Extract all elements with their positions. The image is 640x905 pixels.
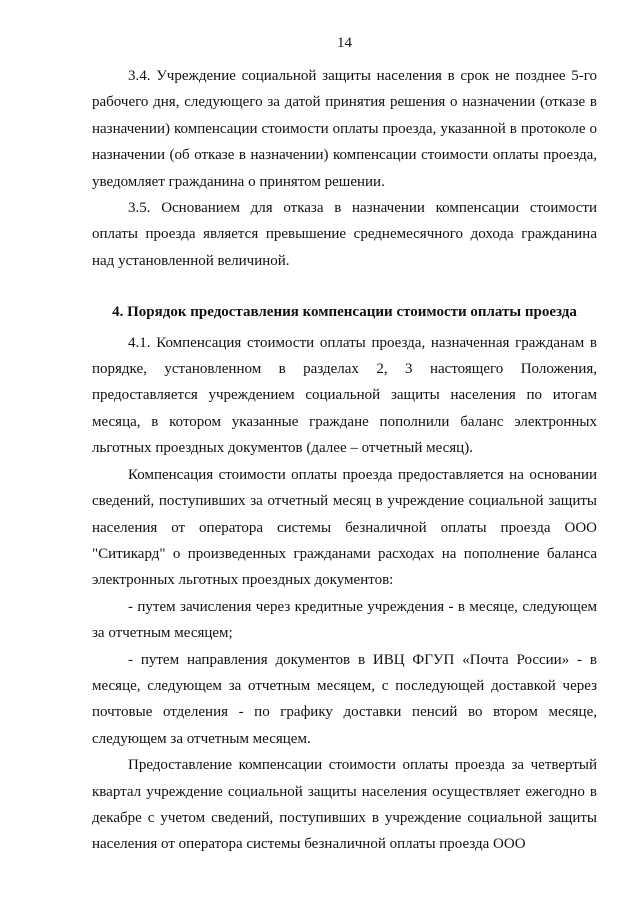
list-item-credit-institutions: - путем зачисления через кредитные учреждения - в месяце, следующем за отчетным месяцем; bbox=[92, 598, 597, 642]
list-item-post-office: - путем направления документов в ИВЦ ФГУП «Почта России» - в месяце, следующем за отчетным месяцем, с последующей доставкой через почтовые отделения - по графику доставки пенсий во втором месяце, следующем за отчетным месяцем. bbox=[92, 651, 597, 747]
page-number: 14 bbox=[337, 35, 352, 51]
paragraph-compensation-basis: Компенсация стоимости оплаты проезда предоставляется на основании сведений, поступивших за отчетный месяц в учреждение социальной защиты населения от оператора системы безналичной оплаты проезда ООО "Ситикард" о произведенных гражданами расходах на пополнение баланса электронных льготных проездных документов: bbox=[92, 466, 597, 589]
document-body bbox=[92, 63, 597, 858]
paragraph-fourth-quarter: Предоставление компенсации стоимости оплаты проезда за четвертый квартал учреждение социальной защиты населения осуществляет ежегодно в декабре с учетом сведений, поступивших в учреждение социальной защиты населения от оператора системы безналичной оплаты проезда ООО bbox=[92, 757, 597, 853]
section-heading: 4. Порядок предоставления компенсации стоимости оплаты проезда bbox=[112, 304, 577, 321]
paragraph-3-4: 3.4. Учреждение социальной защиты населения в срок не позднее 5-го рабочего дня, следующего за датой принятия решения о назначении (отказе в назначении) компенсации стоимости оплаты проезда, указанной в протоколе о назначении (об отказе в назначении) компенсации стоимости оплаты проезда, уведомляет гражданина о принятом решении. bbox=[92, 68, 597, 190]
paragraph-3-5: 3.5. Основанием для отказа в назначении компенсации стоимости оплаты проезда является превышение среднемесячного дохода гражданина над установленной величиной. bbox=[92, 200, 597, 269]
paragraph-4-1: 4.1. Компенсация стоимости оплаты проезда, назначенная гражданам в порядке, установленном в разделах 2, 3 настоящего Положения, предоставляется учреждением социальной защиты населения по итогам месяца, в котором указанные граждане пополнили баланс электронных льготных проездных документов (далее – отчетный месяц). bbox=[92, 334, 597, 457]
